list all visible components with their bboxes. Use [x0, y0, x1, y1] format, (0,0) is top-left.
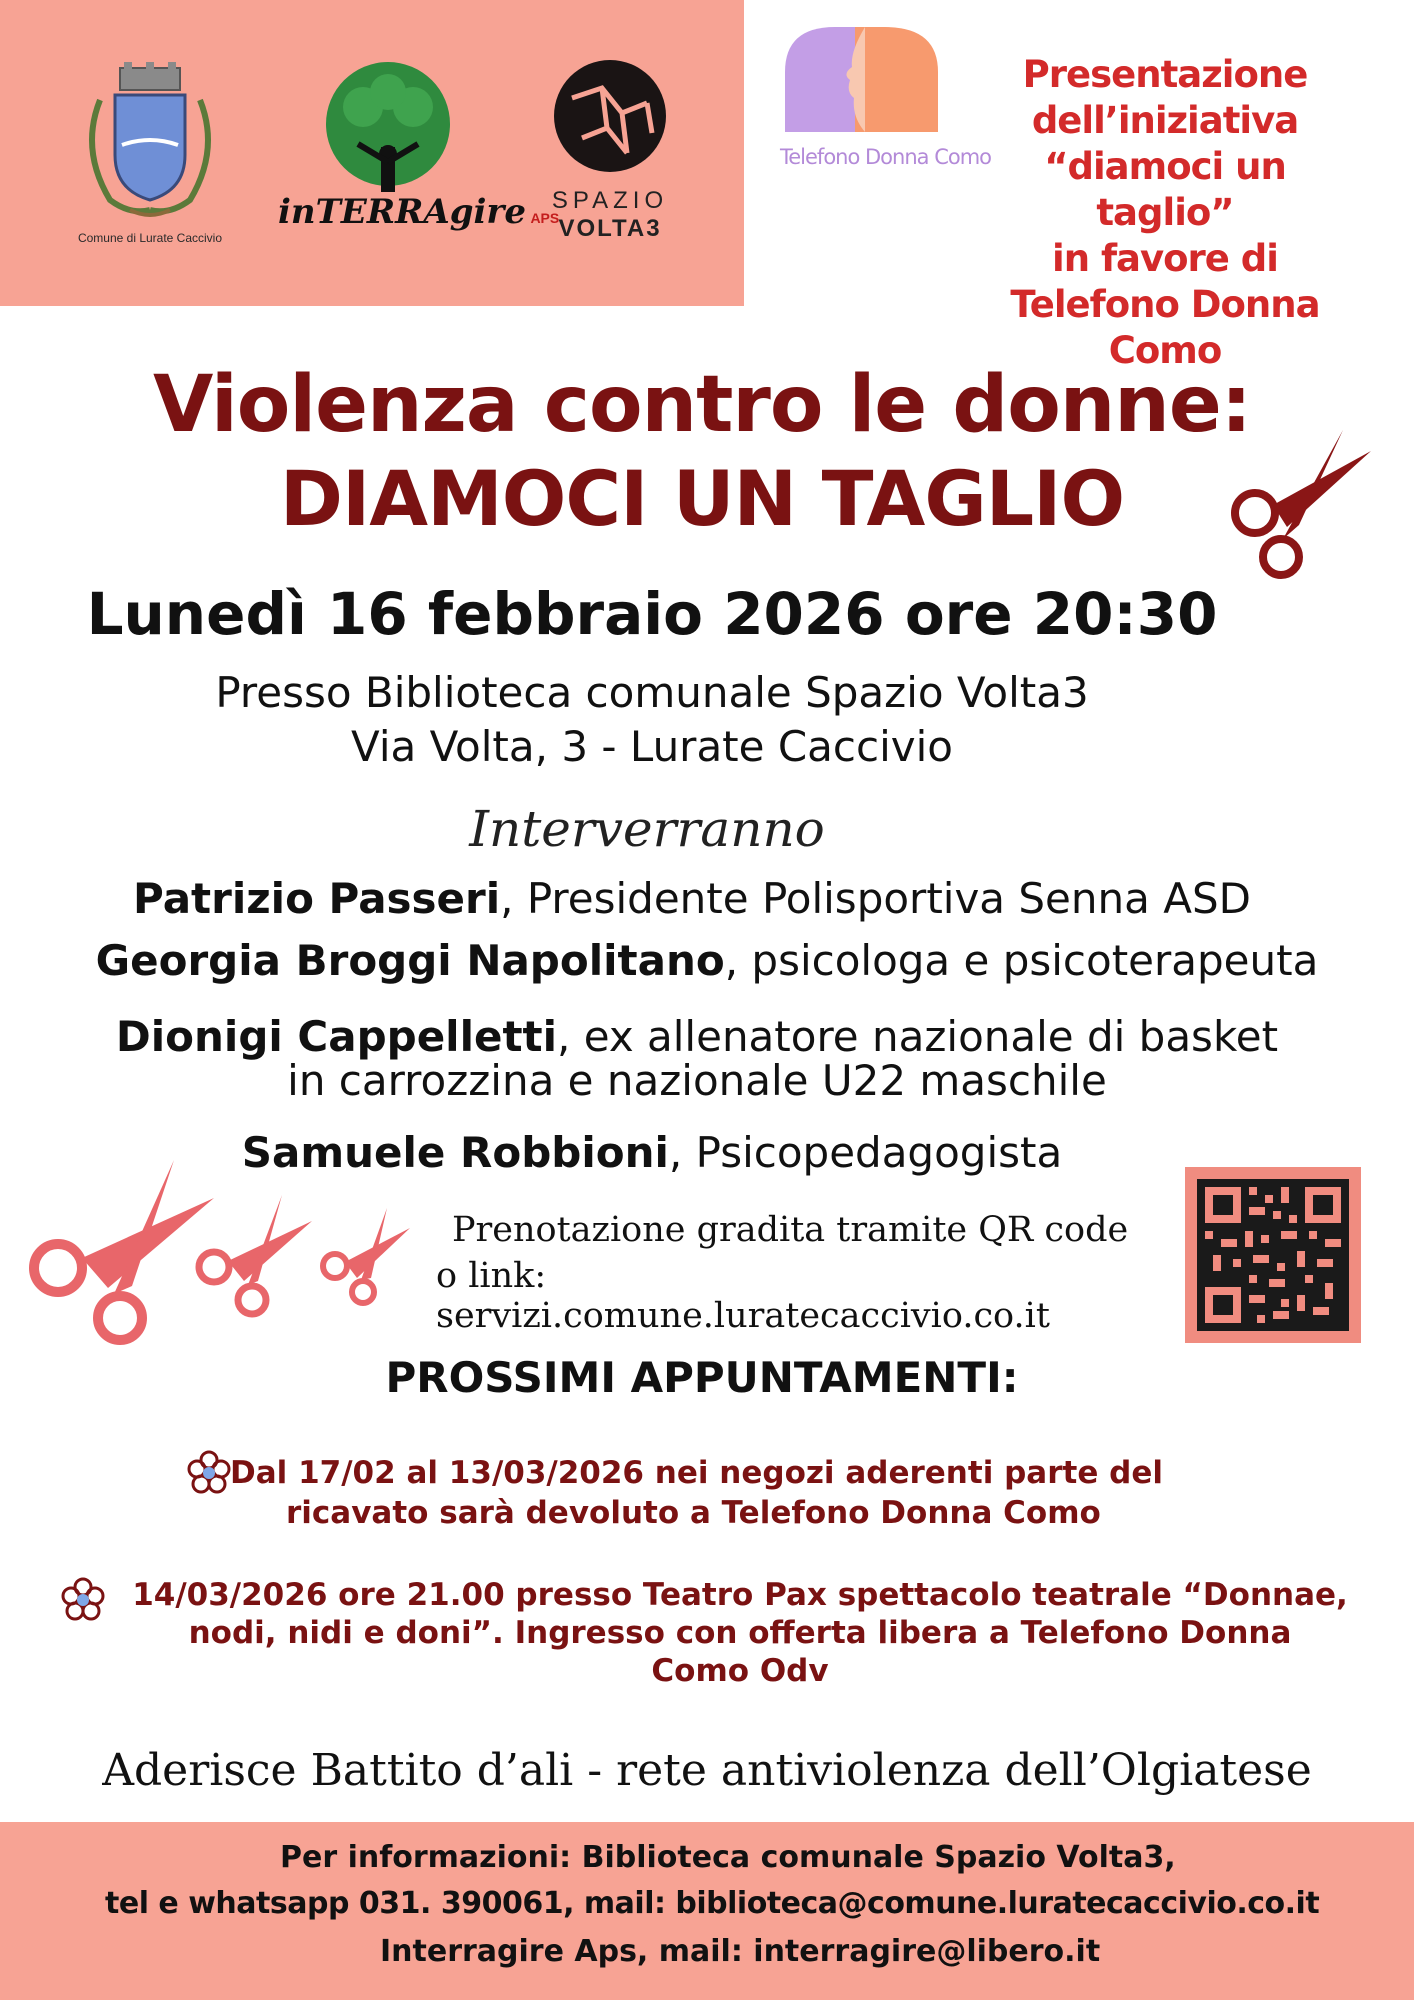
speaker-name: Samuele Robbioni: [241, 1128, 669, 1177]
comune-caption: Comune di Lurate Caccivio: [77, 231, 223, 245]
footer-line-1: Per informazioni: Biblioteca comunale Spazio Volta3,: [280, 1840, 1176, 1875]
appointments-heading: PROSSIMI APPUNTAMENTI:: [385, 1353, 1019, 1402]
scissors-medium-icon: [192, 1195, 312, 1320]
comune-logo: [70, 60, 230, 250]
title-line-2: DIAMOCI UN TAGLIO: [279, 454, 1125, 543]
faces-icon: [780, 22, 940, 140]
appointment-2-line-1: 14/03/2026 ore 21.00 presso Teatro Pax spettacolo teatrale “Donnae,: [132, 1577, 1348, 1613]
appointment-1-line-1: Dal 17/02 al 13/03/2026 nei negozi aderenti parte del: [230, 1455, 1163, 1491]
qr-code[interactable]: [1185, 1167, 1361, 1343]
venue-line-2: Via Volta, 3 - Lurate Caccivio: [351, 722, 953, 771]
speaker-role: , Presidente Polisportiva Senna ASD: [500, 874, 1251, 923]
promo-text: Presentazione dell’iniziativa “diamoci un taglio” in favore di Telefono Donna Como: [1010, 53, 1320, 372]
volta3-label: VOLTA3: [558, 215, 662, 242]
qr-code-icon: [1185, 1167, 1361, 1343]
interragire-name: inTERRAgire: [278, 192, 526, 232]
interragire-wordmark: [278, 192, 559, 232]
spazio-globe-icon: [552, 58, 668, 174]
appointment-2-line-3: Como Odv: [651, 1653, 829, 1689]
appointment-2-line-2: nodi, nidi e doni”. Ingresso con offerta libera a Telefono Donna: [188, 1615, 1292, 1651]
speakers-heading: Interverranno: [469, 800, 825, 858]
speaker-role: , psicologa e psicoterapeuta: [724, 936, 1319, 985]
scissors-icon: [1225, 425, 1375, 585]
booking-link[interactable]: o link: servizi.comune.luratecaccivio.co.it: [436, 1256, 1050, 1336]
footer-line-2[interactable]: tel e whatsapp 031. 390061, mail: biblioteca@comune.luratecaccivio.co.it: [105, 1886, 1320, 1921]
footer-line-3[interactable]: Interragire Aps, mail: interragire@libero.it: [380, 1934, 1101, 1969]
speaker-role: , ex allenatore nazionale di basket: [557, 1012, 1279, 1061]
title-line-1: Violenza contro le donne:: [153, 360, 1251, 450]
tree-icon: [278, 62, 498, 202]
speaker-item: [0, 1012, 1394, 1061]
telefono-caption: Telefono Donna Como: [780, 145, 992, 169]
network-text: Aderisce Battito d’ali - rete antiviolenza dell’Olgiatese: [102, 1745, 1312, 1796]
event-date-time: Lunedì 16 febbraio 2026 ore 20:30: [86, 580, 1218, 648]
venue-line-1: Presso Biblioteca comunale Spazio Volta3: [215, 668, 1089, 717]
telefono-donna-logo: [780, 22, 992, 182]
appointment-1-line-2: ricavato sarà devoluto a Telefono Donna Como: [286, 1495, 1101, 1531]
speaker-item: [0, 874, 1384, 923]
speaker-name: Patrizio Passeri: [133, 874, 501, 923]
comune-crest-icon: [70, 60, 230, 230]
scissors-large-icon: [28, 1160, 218, 1350]
spazio-volta3-logo: [540, 58, 680, 248]
speaker-role-continued: in carrozzina e nazionale U22 maschile: [287, 1056, 1107, 1105]
interragire-suffix: APS: [530, 210, 560, 226]
speaker-name: Dionigi Cappelletti: [115, 1012, 558, 1061]
interragire-logo: [278, 62, 560, 242]
speaker-item: [0, 936, 1414, 985]
booking-line-1: Prenotazione gradita tramite QR code: [452, 1210, 1129, 1250]
speaker-role: , Psicopedagogista: [668, 1128, 1063, 1177]
flower-icon: [186, 1450, 232, 1496]
spazio-label: SPAZIO: [551, 187, 669, 214]
scissors-small-icon: [315, 1208, 410, 1308]
speaker-name: Georgia Broggi Napolitano: [95, 936, 725, 985]
